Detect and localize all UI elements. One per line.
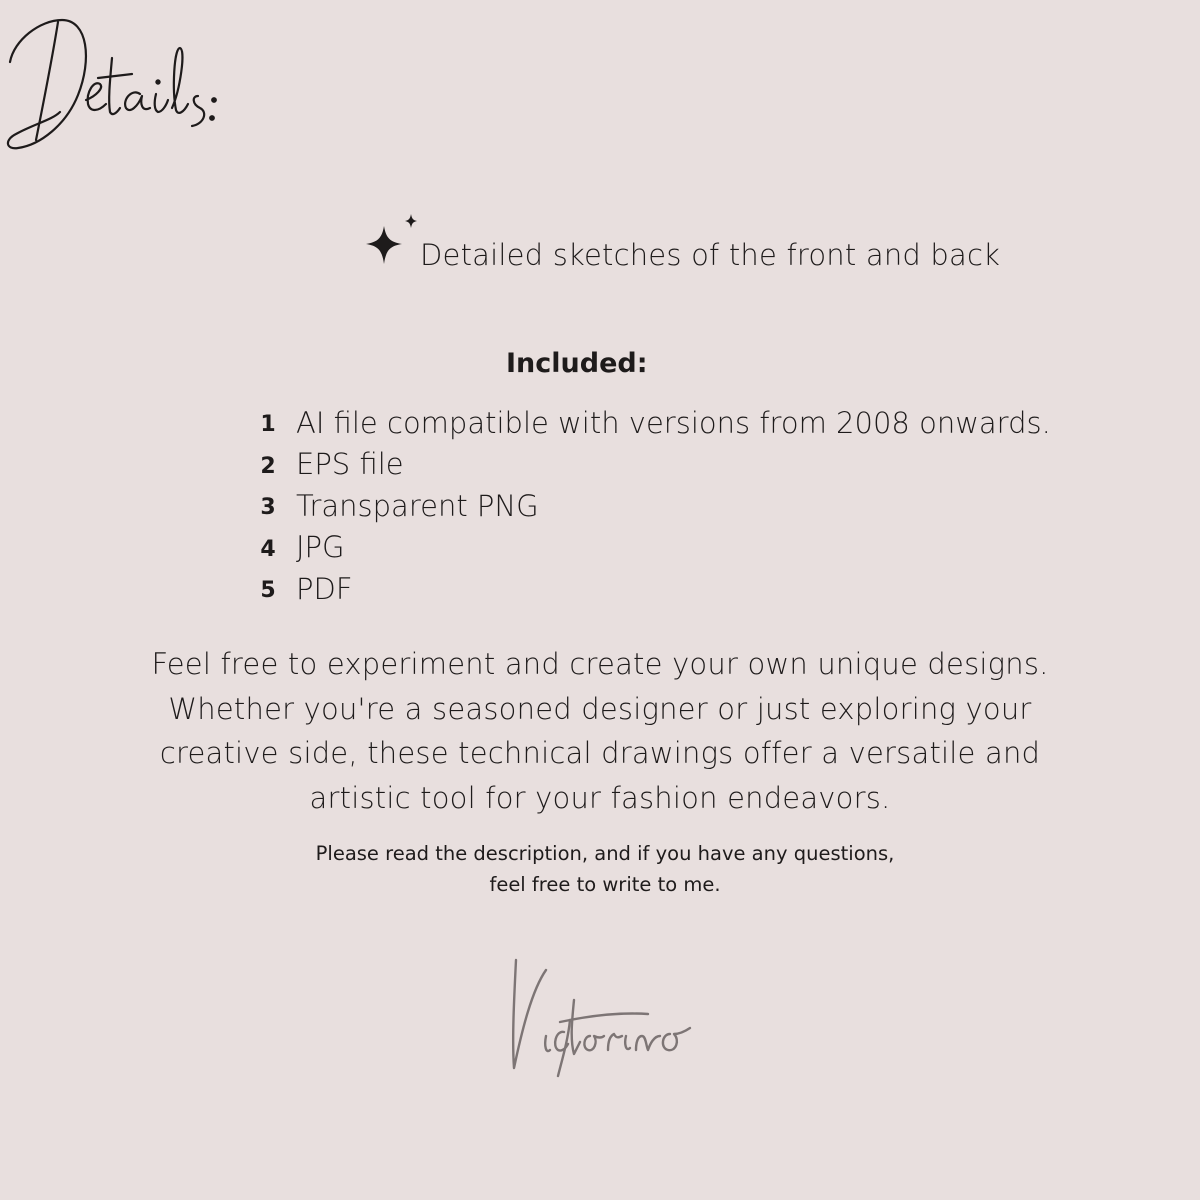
list-item-number: 2 [260, 453, 276, 479]
note-line: Please read the description, and if you have any questions, [315, 842, 895, 865]
note-line: feel free to write to me. [489, 873, 721, 896]
list-item-text: EPS file [296, 447, 404, 482]
list-item [240, 402, 1051, 444]
list-item-number: 1 [260, 412, 276, 438]
description-line: Whether you're a seasoned designer or just exploring your [168, 691, 1032, 726]
list-item [240, 485, 1051, 527]
details-script-text: Details: [0, 0, 4, 1]
included-heading: Included: [506, 348, 648, 379]
list-item [240, 527, 1051, 569]
four-point-star-icon [362, 208, 422, 278]
description-line: artistic tool for your fashion endeavors. [309, 780, 891, 815]
list-item-text: JPG [296, 530, 345, 565]
list-item [240, 444, 1051, 486]
list-item [240, 568, 1051, 610]
included-list [240, 402, 1051, 610]
description-paragraph [150, 642, 1050, 820]
list-item-number: 5 [260, 578, 276, 604]
description-line: Feel free to experiment and create your own unique designs. [151, 647, 1049, 681]
victorino-signature [498, 950, 708, 1080]
list-item-text: PDF [296, 571, 353, 606]
list-item-number: 3 [260, 495, 276, 521]
description-line: creative side, these technical drawings offer a versatile and [159, 736, 1041, 770]
list-item-text: Transparent PNG [296, 488, 539, 523]
subtitle-text: Detailed sketches of the front and back [420, 238, 1001, 272]
list-item-text: AI file compatible with versions from 2008 onwards. [296, 405, 1051, 440]
list-item-number: 4 [260, 536, 276, 562]
details-script-heading [0, 0, 270, 170]
contact-note [200, 838, 1010, 900]
signature-text: Victorino [498, 950, 503, 951]
